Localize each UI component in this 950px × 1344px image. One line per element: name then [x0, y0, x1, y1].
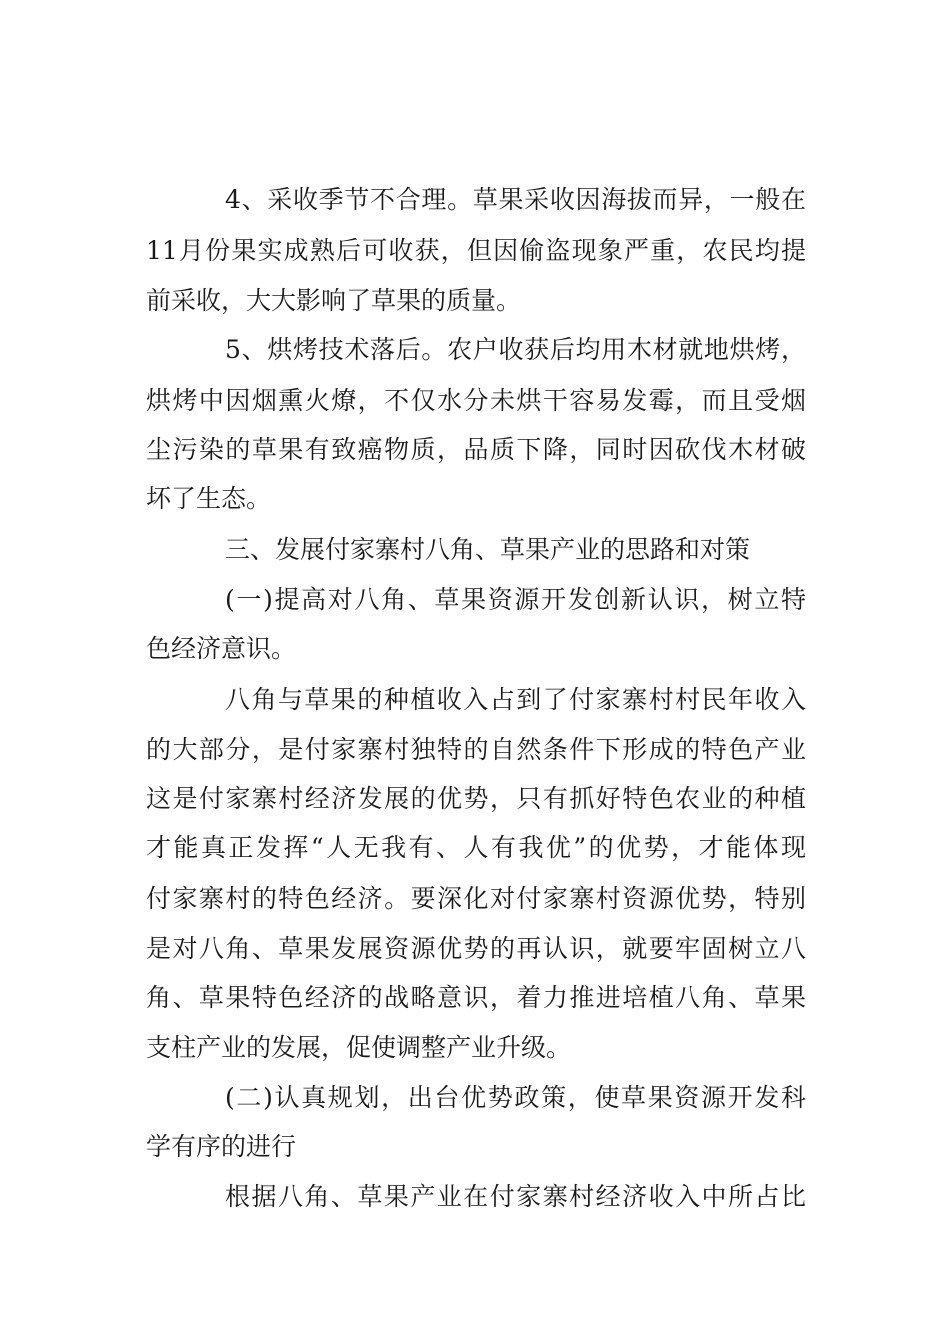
text-line: 前采收，大大影响了草果的质量。: [146, 286, 522, 315]
text-line: 根据八角、草果产业在付家寨村经济收入中所占比: [225, 1182, 806, 1211]
text-line: 11月份果实成熟后可收获，但因偷盗现象严重，农民均提: [146, 236, 806, 265]
text-line: 尘污染的草果有致癌物质，品质下降，同时因砍伐木材破: [146, 435, 806, 464]
text-line: 支柱产业的发展，促使调整产业升级。: [146, 1033, 572, 1062]
text-line: 5、烘烤技术落后。农户收获后均用木材就地烘烤，: [225, 335, 806, 364]
subsection-heading: (二)认真规划，出台优势政策，使草果资源开发科: [225, 1083, 806, 1112]
text-line: 角、草果特色经济的战略意识，着力推进培植八角、草果: [146, 983, 806, 1012]
text-line: 才能真正发挥“人无我有、人有我优”的优势，才能体现: [146, 833, 806, 862]
subsection-heading-cont: 色经济意识。: [146, 634, 297, 663]
subsection-heading: (一)提高对八角、草果资源开发创新认识，树立特: [225, 585, 806, 614]
text-line: 这是付家寨村经济发展的优势，只有抓好特色农业的种植: [146, 784, 806, 813]
text-line: 是对八角、草果发展资源优势的再认识，就要牢固树立八: [146, 934, 806, 963]
text-line: 付家寨村的特色经济。要深化对付家寨村资源优势，特别: [146, 884, 806, 913]
text-line: 烘烤中因烟熏火燎，不仅水分未烘干容易发霉，而且受烟: [146, 386, 806, 415]
section-heading: 三、发展付家寨村八角、草果产业的思路和对策: [225, 535, 751, 564]
subsection-heading-cont: 学有序的进行: [146, 1132, 297, 1161]
text-line: 八角与草果的种植收入占到了付家寨村村民年收入: [225, 685, 806, 714]
text-line: 坏了生态。: [146, 484, 272, 513]
text-line: 4、采收季节不合理。草果采收因海拔而异，一般在: [225, 185, 806, 214]
text-line: 的大部分，是付家寨村独特的自然条件下形成的特色产业: [146, 735, 806, 764]
